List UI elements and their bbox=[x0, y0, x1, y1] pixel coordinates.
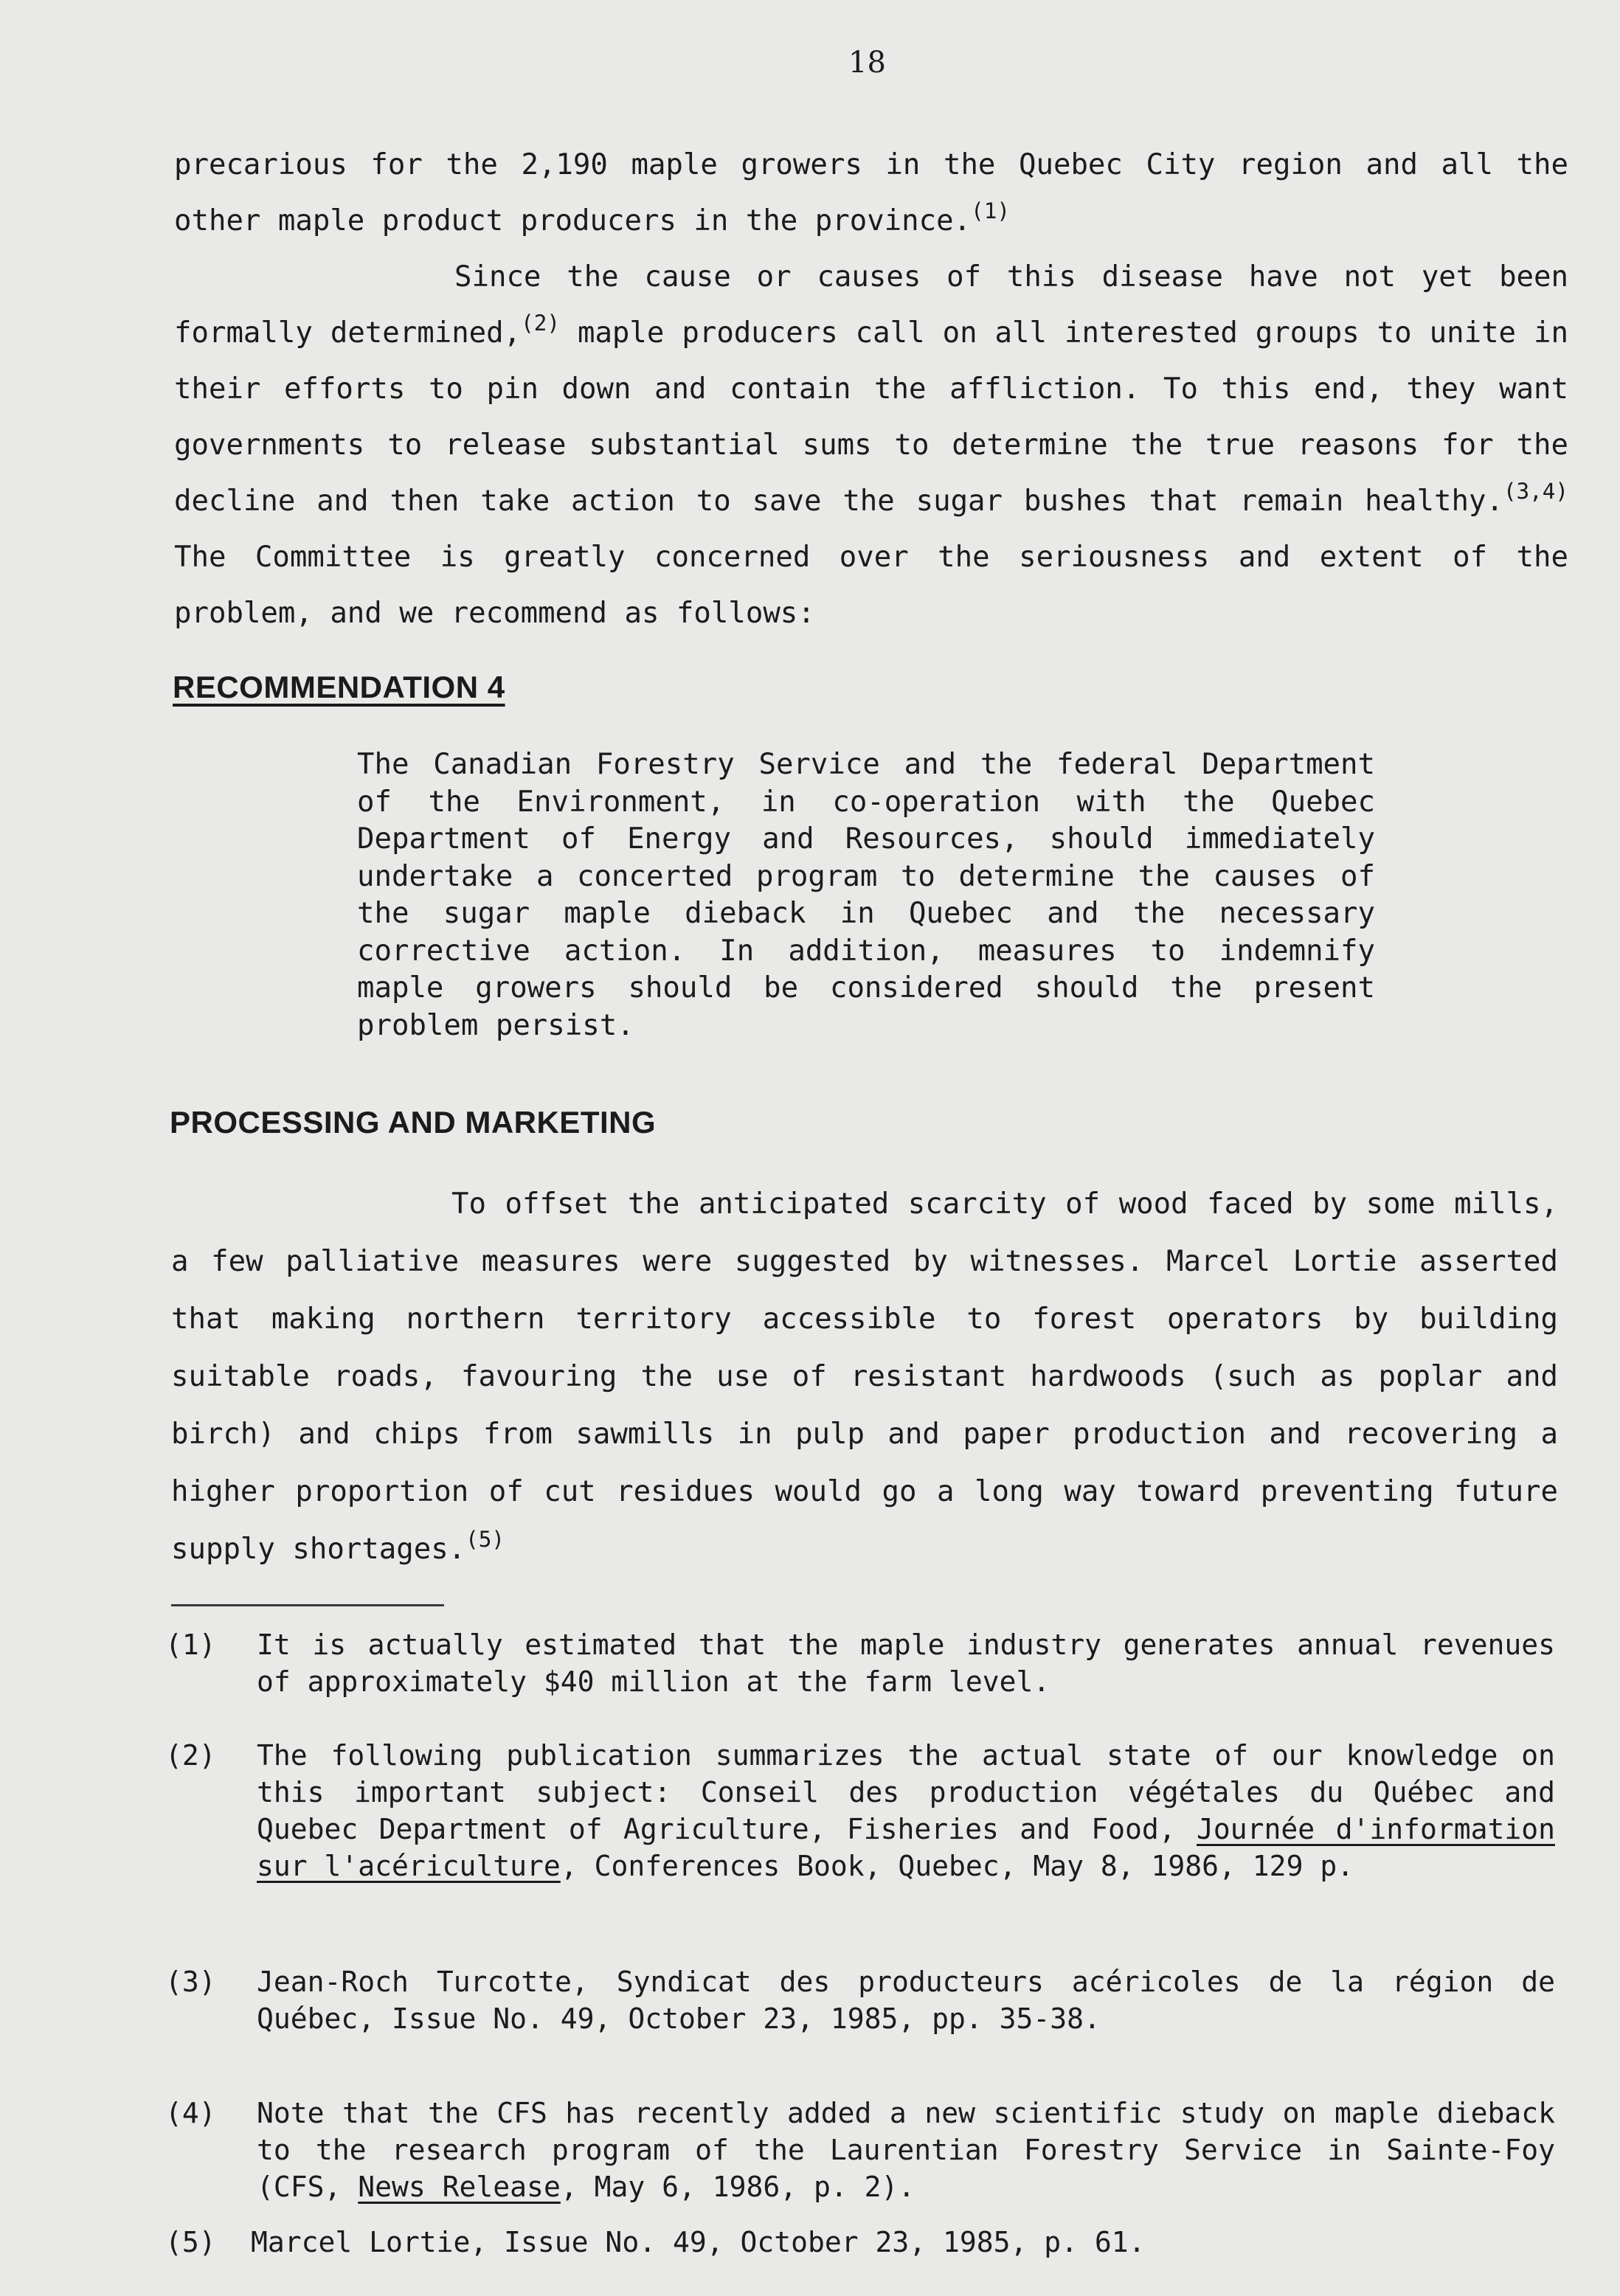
paragraph-continuation bbox=[174, 137, 1568, 249]
paragraph-text-b: maple producers call on all interested groups to unite in their efforts to pin down and contain the affliction. To this end, they want governments to release substantial sums to determine the true reasons for the decline and then take action to save the sugar bushes that remain healthy. bbox=[174, 316, 1568, 518]
footnote-text bbox=[257, 1737, 1555, 1884]
footnote-text: Marcel Lortie, Issue No. 49, October 23, 1985, p. 61. bbox=[251, 2226, 1146, 2258]
footnote-number: (3) bbox=[165, 1966, 216, 1998]
publication-title: Journée d'information sur l'acériculture bbox=[257, 1813, 1555, 1882]
recommendation-body: The Canadian Forestry Service and the federal Department of the Environment, in co-operation with the Quebec Department of Energy and Resources, should immediately undertake a concerted program to determine the causes of the sugar maple dieback in Quebec and the necessary corrective action. In addition, measures to indemnify maple growers should be considered should the present problem persist. bbox=[357, 748, 1375, 1042]
footnote-text: Jean-Roch Turcotte, Syndicat des producteurs acéricoles de la région de Québec, Issue No. 49, October 23, 1985, pp. 35-38. bbox=[257, 1966, 1555, 2035]
footnote-number: (5) bbox=[165, 2226, 216, 2258]
footnote-number: (1) bbox=[165, 1629, 216, 1661]
section-heading-processing: PROCESSING AND MARKETING bbox=[170, 1105, 657, 1140]
footnote-ref-2: (2) bbox=[521, 310, 560, 336]
footnote-text-a: The following publication summarizes the actual state of our knowledge on this important subject: Conseil des production végétales du Québec and Quebec Department of Agriculture, Fisheries and Food, bbox=[257, 1739, 1555, 1845]
recommendation-heading: RECOMMENDATION 4 bbox=[173, 670, 505, 704]
footnote-text-b: , May 6, 1986, p. 2). bbox=[560, 2171, 915, 2203]
footnote-separator bbox=[171, 1604, 444, 1606]
footnote-number: (4) bbox=[165, 2097, 216, 2129]
paragraph-processing bbox=[171, 1176, 1558, 1578]
page-number: 18 bbox=[848, 46, 886, 80]
paragraph-text: To offset the anticipated scarcity of wood faced by some mills, a few palliative measures were suggested by witnesses. Marcel Lortie asserted that making northern territory accessible to forest operators by building suitable roads, favouring the use of resistant hardwoods (such as poplar and birch) and chips from sawmills in pulp and paper production and recovering a higher proportion of cut residues would go a long way toward preventing future supply shortages. bbox=[171, 1187, 1558, 1566]
footnote-text bbox=[257, 2095, 1555, 2205]
footnote-ref-5: (5) bbox=[465, 1526, 505, 1552]
news-release-title: News Release bbox=[358, 2171, 561, 2203]
footnote-ref-3-4: (3,4) bbox=[1503, 478, 1568, 504]
footnote-text: It is actually estimated that the maple industry generates annual revenues of approximately $40 million at the farm level. bbox=[257, 1629, 1555, 1698]
paragraph-text-c: The Committee is greatly concerned over the seriousness and extent of the problem, and we recommend as follows: bbox=[174, 541, 1568, 630]
footnote-text-b: , Conferences Book, Quebec, May 8, 1986, 129 p. bbox=[560, 1850, 1354, 1882]
footnote-number: (2) bbox=[165, 1739, 216, 1772]
paragraph-text-a: Since the cause or causes of this disease have not yet been formally determined, bbox=[174, 260, 1568, 350]
footnote-text-a: Note that the CFS has recently added a new scientific study on maple dieback to the research program of the Laurentian Forestry Service in Sainte-Foy (CFS, bbox=[257, 2097, 1555, 2203]
paragraph-maple-producers bbox=[174, 249, 1568, 642]
paragraph-text: precarious for the 2,190 maple growers in the Quebec City region and all the other maple product producers in the province. bbox=[174, 148, 1568, 237]
footnote-ref-1: (1) bbox=[971, 198, 1010, 223]
